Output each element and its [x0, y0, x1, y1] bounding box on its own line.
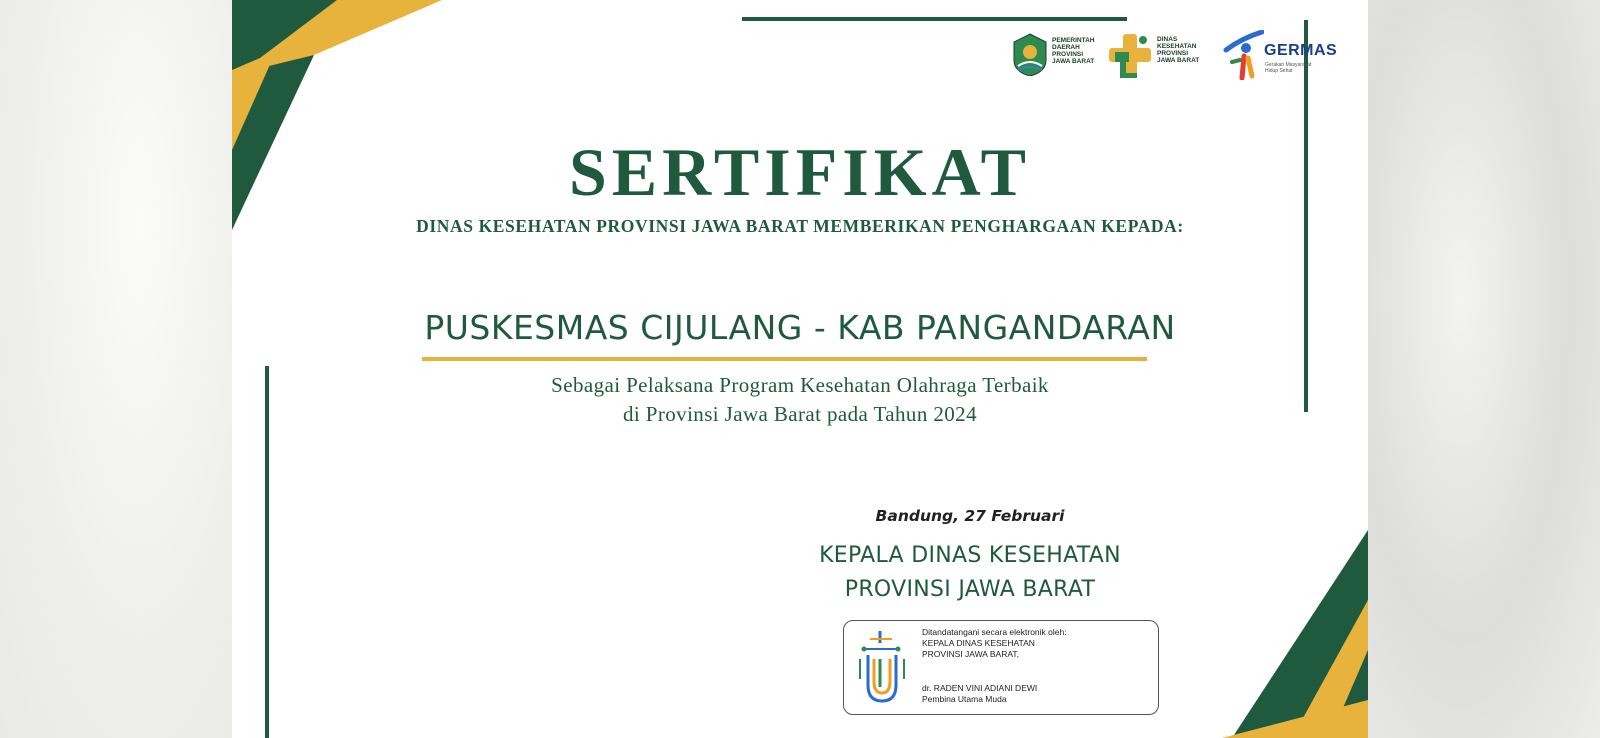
dinkes-text-3: PROVINSI [1157, 50, 1189, 57]
background-blur-right [1368, 0, 1600, 738]
germas-sub-2: Hidup Sehat [1265, 68, 1293, 74]
germas-figure-icon [1222, 30, 1264, 80]
corner-decoration [232, 0, 1368, 738]
electronic-signature-box [843, 620, 1159, 715]
background-blur-left [0, 0, 232, 738]
germas-logo [1222, 28, 1342, 84]
certificate [232, 0, 1368, 738]
germas-sub-1: Gerakan Masyarakat [1265, 62, 1312, 68]
header-logos [1012, 28, 1342, 84]
recipient-name: PUSKESMAS CIJULANG - KAB PANGANDARAN [424, 308, 1176, 347]
esign-line-3: PROVINSI JAWA BARAT, [922, 649, 1019, 659]
esign-line-2: KEPALA DINAS KESEHATAN [922, 638, 1035, 648]
description-line-2: di Provinsi Jawa Barat pada Tahun 2024 [623, 402, 977, 426]
dinkes-cross-icon [1107, 32, 1153, 78]
dinkes-text-2: KESEHATAN [1157, 43, 1197, 50]
signer-title-line-1: KEPALA DINAS KESEHATAN [819, 543, 1121, 568]
top-border-line [742, 17, 1127, 21]
pemda-text-3: PROVINSI [1052, 51, 1084, 58]
signer-title-line-2: PROVINSI JAWA BARAT [844, 577, 1096, 602]
dinkes-text-4: JAWA BARAT [1157, 57, 1200, 64]
description-line-1: Sebagai Pelaksana Program Kesehatan Olahraga Terbaik [551, 373, 1049, 397]
esign-signer-rank: Pembina Utama Muda [922, 694, 1007, 704]
recipient-underline [422, 357, 1147, 361]
esign-line-1: Ditandatangani secara elektronik oleh: [922, 627, 1067, 637]
place-date: Bandung, 27 Februari [875, 507, 1065, 525]
pemda-text-4: JAWA BARAT [1052, 58, 1095, 65]
germas-wordmark: GERMAS [1264, 42, 1338, 59]
dinkes-text-1: DINAS [1157, 36, 1178, 43]
esign-signer-name: dr. RADEN VINI ADIANI DEWI [922, 683, 1038, 693]
certificate-title: SERTIFIKAT [568, 134, 1032, 210]
dinkes-jabar-logo [1107, 28, 1207, 84]
pemda-text-2: DAERAH [1052, 44, 1080, 51]
certificate-subtitle: DINAS KESEHATAN PROVINSI JAWA BARAT MEMBERIKAN PENGHARGAAN KEPADA: [416, 216, 1184, 236]
pemda-emblem-icon [1012, 32, 1048, 76]
pemda-jabar-logo [1012, 28, 1095, 84]
pemda-text-1: PEMERINTAH [1052, 37, 1095, 44]
esign-emblem-icon [852, 629, 912, 707]
